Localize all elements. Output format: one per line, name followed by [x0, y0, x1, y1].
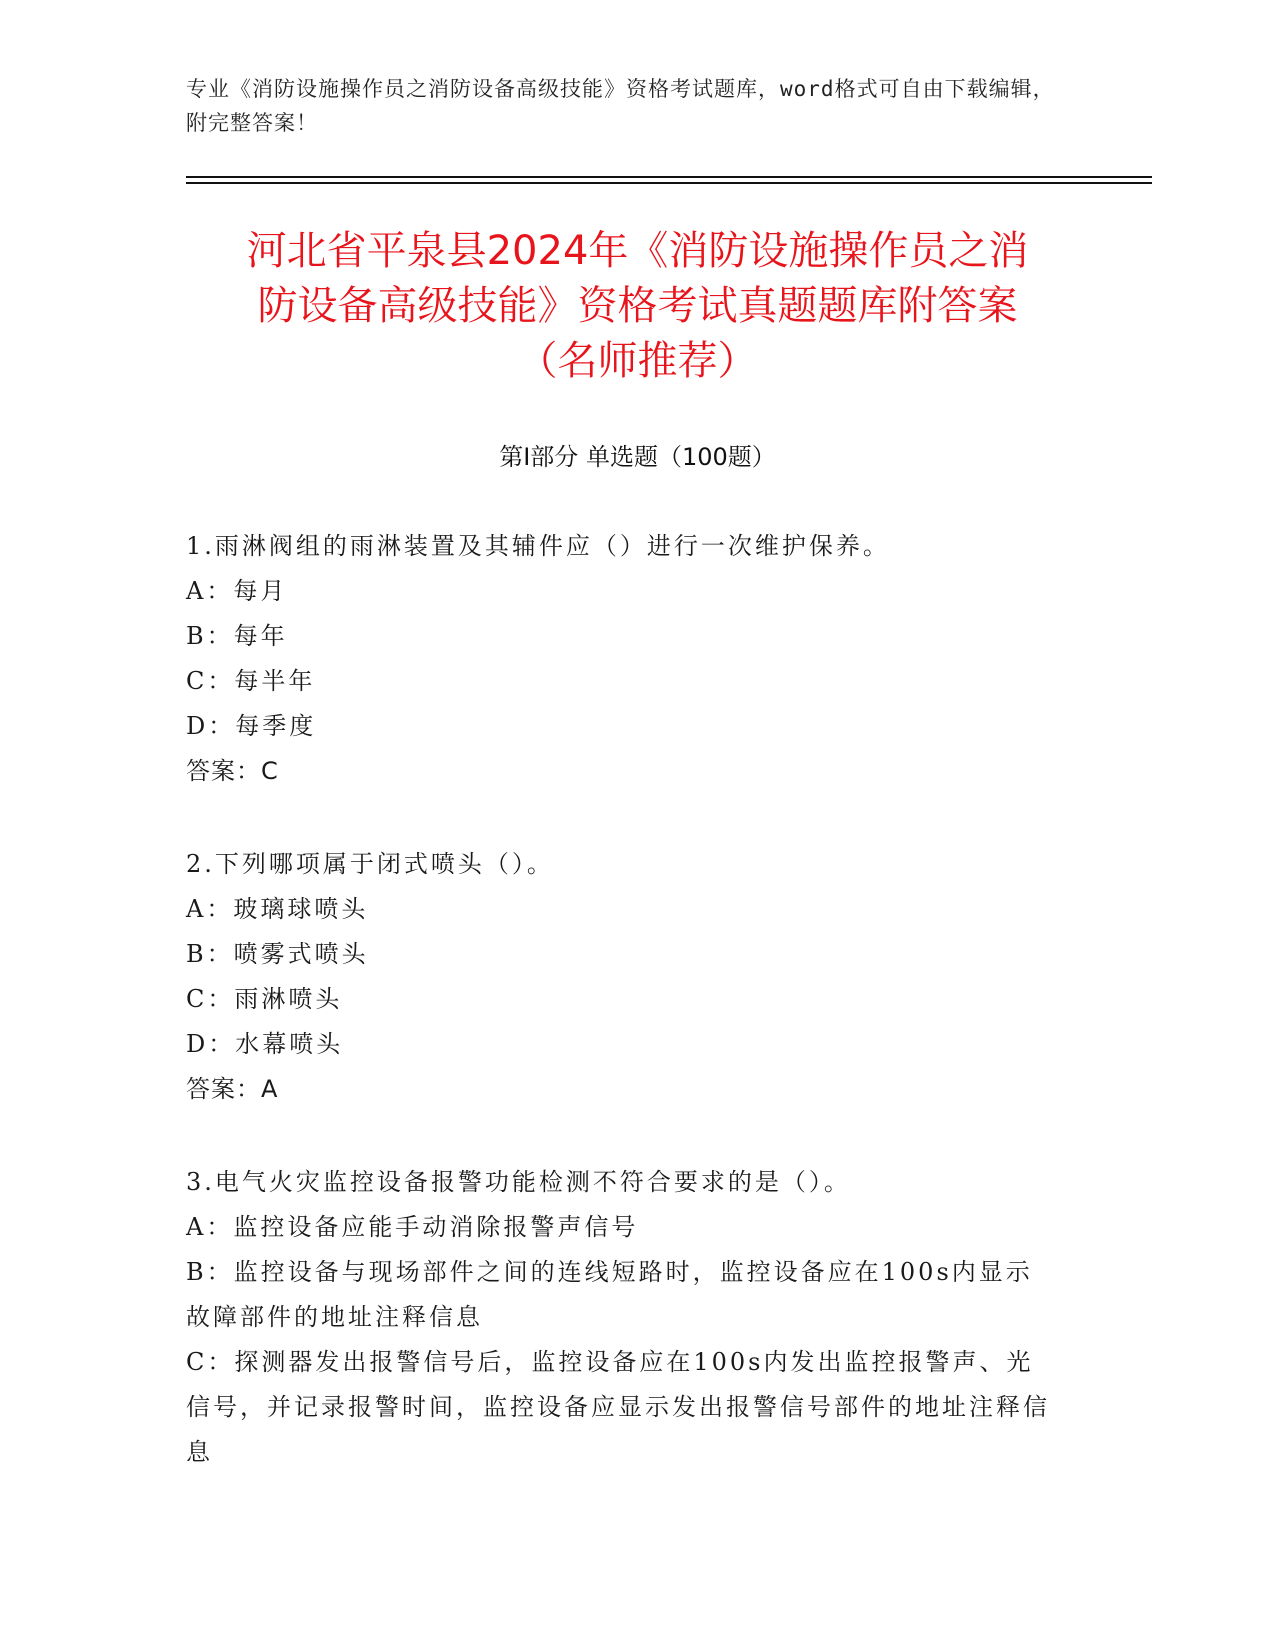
question-stem: 1.雨淋阀组的雨淋装置及其辅件应（）进行一次维护保养。	[186, 532, 890, 560]
document-title	[150, 224, 1125, 389]
question-block	[186, 842, 1056, 1112]
title-line-3: （名师推荐）	[517, 338, 758, 384]
option-d: D：水幕喷头	[186, 1030, 344, 1058]
question-stem: 3.电气火灾监控设备报警功能检测不符合要求的是（）。	[186, 1168, 851, 1196]
option-b: B：喷雾式喷头	[186, 940, 369, 968]
option-c: C：每半年	[186, 667, 316, 695]
title-line-2: 防设备高级技能》资格考试真题题库附答案	[257, 283, 1018, 329]
header-note: 专业《消防设施操作员之消防设备高级技能》资格考试题库，word格式可自由下载编辑，附完整答案！	[186, 77, 1055, 135]
option-a: A：监控设备应能手动消除报警声信号	[186, 1213, 639, 1241]
title-line-1: 河北省平泉县2024年《消防设施操作员之消	[246, 228, 1029, 274]
option-c: C：雨淋喷头	[186, 985, 343, 1013]
question-block	[186, 1160, 1056, 1475]
answer-line: 答案：A	[186, 1075, 279, 1103]
section-heading: 第Ⅰ部分 单选题（100题）	[499, 443, 776, 471]
option-d: D：每季度	[186, 712, 317, 740]
answer-line: 答案：C	[186, 757, 279, 785]
option-b: B：每年	[186, 622, 288, 650]
option-a: A：每月	[186, 577, 288, 605]
option-c: C：探测器发出报警信号后，监控设备应在100s内发出监控报警声、光信号，并记录报警时间，监控设备应显示发出报警信号部件的地址注释信息	[186, 1348, 1050, 1466]
option-b: B：监控设备与现场部件之间的连线短路时，监控设备应在100s内显示故障部件的地址注释信息	[186, 1258, 1033, 1331]
option-a: A：玻璃球喷头	[186, 895, 369, 923]
question-stem: 2.下列哪项属于闭式喷头（）。	[186, 850, 554, 878]
header-divider-bottom	[186, 182, 1152, 184]
question-block	[186, 524, 1056, 794]
header-divider-top	[186, 176, 1152, 178]
